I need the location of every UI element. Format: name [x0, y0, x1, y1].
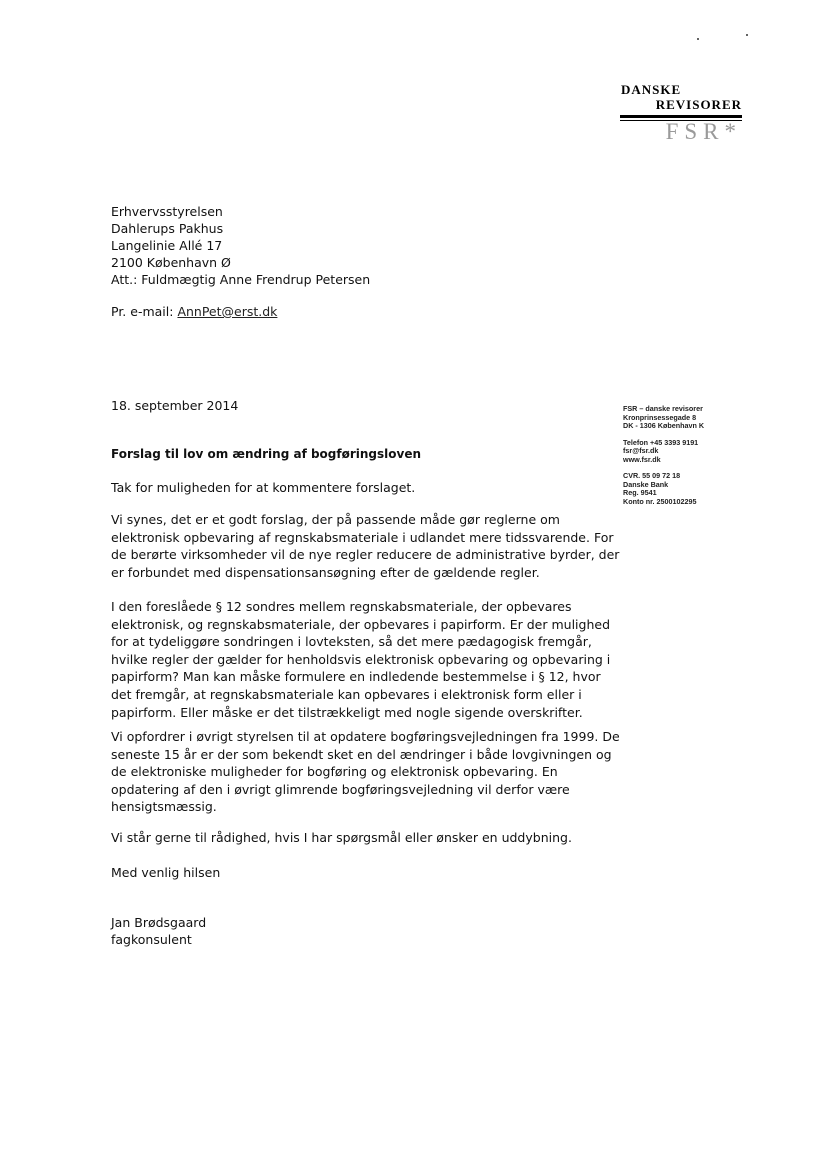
sender-line: CVR. 55 09 72 18: [623, 471, 681, 480]
logo-mark: FSR*: [665, 119, 742, 144]
sender-contact: [623, 439, 783, 465]
body-line: for at tydeliggøre sondringen i lovteksten, så det mere pædagogisk fremgår,: [111, 634, 592, 650]
scan-speck: [746, 34, 748, 36]
sender-line: Danske Bank: [623, 479, 669, 489]
letter-subject: Forslag til lov om ændring af bogføringsloven: [111, 447, 422, 461]
sender-line: Kronprinsessegade 8: [623, 412, 697, 422]
body-line: seneste 15 år er der som bekendt sket en del ændringer i både lovgivningen og: [111, 746, 612, 762]
body-line: Vi opfordrer i øvrigt styrelsen til at opdatere bogføringsvejledningen fra 1999. De: [111, 729, 620, 744]
sender-website[interactable]: www.fsr.dk: [623, 454, 661, 464]
logo-line-2: REVISORER: [655, 97, 742, 112]
body-line: Vi synes, det er et godt forslag, der på passende måde gør reglerne om: [111, 512, 560, 527]
paragraph-3: [111, 598, 611, 721]
body-line: I den foreslåede § 12 sondres mellem regnskabsmateriale, der opbevares: [111, 599, 572, 614]
scan-speck: [697, 38, 699, 40]
sender-line: DK - 1306 København K: [623, 421, 705, 430]
paragraph-4: [111, 728, 620, 816]
email-line: [111, 304, 277, 319]
body-line: papirform. Eller måske er det tilstrækkeligt med nogle sigende overskrifter.: [111, 704, 583, 720]
recipient-line: Erhvervsstyrelsen: [111, 204, 223, 219]
body-line: det fremgår, at regnskabsmateriale kan opbevares i elektronisk form eller i: [111, 686, 582, 702]
body-line: hvilke regler der gælder for henholdsvis elektronisk opbevaring og opbevaring i: [111, 651, 611, 667]
sender-line: Konto nr. 2500102295: [623, 496, 697, 506]
sender-phone: Telefon +45 3393 9191: [623, 437, 699, 447]
sender-email[interactable]: fsr@fsr.dk: [623, 446, 659, 455]
sender-address: [623, 405, 783, 431]
recipient-line: Dahlerups Pakhus: [111, 221, 224, 236]
paragraph-2: [111, 511, 620, 581]
logo-rule: [620, 115, 742, 118]
closing: Med venlig hilsen: [111, 865, 221, 880]
body-line: er forbundet med dispensationsansøgning efter de gældende regler.: [111, 564, 540, 580]
email-link[interactable]: AnnPet@erst.dk: [177, 304, 278, 319]
body-line: hensigtsmæssig.: [111, 799, 217, 815]
sender-line: FSR – danske revisorer: [623, 404, 703, 413]
sender-line: Reg. 9541: [623, 488, 657, 497]
body-line: opdatering af den i øvrigt glimrende bogføringsvejledning vil derfor være: [111, 781, 570, 797]
recipient-line: Langelinie Allé 17: [111, 238, 223, 253]
letter-date: 18. september 2014: [111, 398, 239, 413]
paragraph-1: [111, 479, 596, 497]
signature-name: Jan Brødsgaard: [111, 915, 207, 930]
sender-info: [623, 405, 783, 514]
recipient-line: Att.: Fuldmægtig Anne Frendrup Petersen: [111, 272, 371, 287]
logo-line-1: DANSKE: [621, 82, 682, 97]
body-line: Tak for muligheden for at kommentere forslaget.: [111, 480, 416, 495]
signature-title: fagkonsulent: [111, 932, 192, 947]
body-line: de berørte virksomheder vil de nye regler reducere de administrative byrder, der: [111, 547, 620, 563]
signature: [111, 914, 206, 948]
email-label: Pr. e-mail:: [111, 304, 174, 319]
fsr-logo: [620, 82, 742, 143]
body-line: Vi står gerne til rådighed, hvis I har spørgsmål eller ønsker en uddybning.: [111, 830, 572, 845]
sender-bank: [623, 472, 783, 506]
paragraph-5: [111, 829, 596, 847]
recipient-address: [111, 203, 370, 288]
body-line: elektronisk opbevaring af regnskabsmateriale i udlandet mere tidssvarende. For: [111, 529, 614, 545]
body-line: elektronisk, og regnskabsmateriale, der opbevares i papirform. Er der mulighed: [111, 616, 611, 632]
recipient-line: 2100 København Ø: [111, 255, 231, 270]
body-line: de elektroniske muligheder for bogføring og elektronisk opbevaring. En: [111, 764, 558, 780]
body-line: papirform? Man kan måske formulere en indledende bestemmelse i § 12, hvor: [111, 669, 601, 685]
